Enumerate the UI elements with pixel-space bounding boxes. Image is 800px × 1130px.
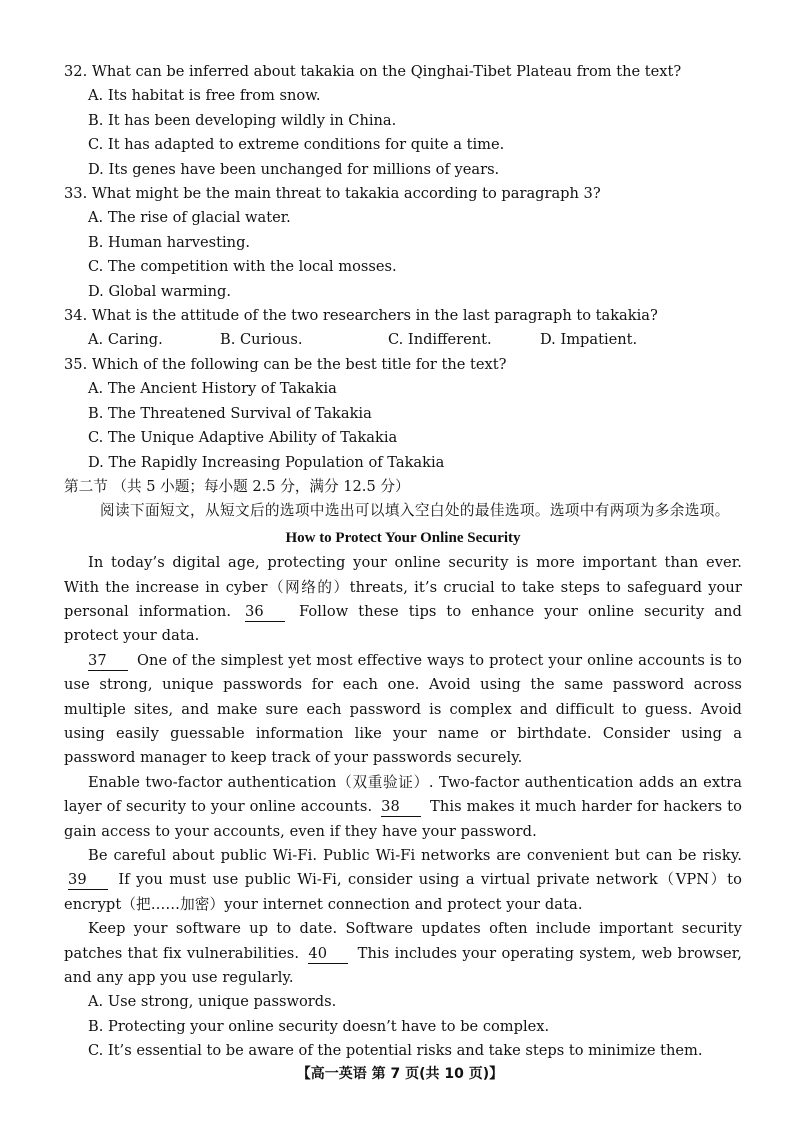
section-heading: 第二节 （共 5 小题；每小题 2.5 分，满分 12.5 分） [64, 477, 410, 495]
option-a: A. The rise of glacial water. [88, 209, 291, 227]
paragraph-text: Enable two-factor authentication（双重验证）. Two-factor authentication adds an extra layer of security to your online accounts. [64, 773, 742, 816]
option-d: D. Its genes have been unchanged for millions of years. [88, 160, 500, 178]
blank-38[interactable]: 38 [381, 798, 421, 817]
question-stem: 33. What might be the main threat to takakia according to paragraph 3? [64, 185, 601, 203]
paragraph-text: This makes it much harder for hackers to gain access to your accounts, even if they have your password. [64, 798, 742, 840]
question-32 [64, 60, 742, 182]
paragraph-text: Keep your software up to date. Software updates often include important security patches that fix vulnerabilities. [64, 920, 742, 962]
passage-paragraph-5 [64, 917, 742, 990]
option-c: C. The competition with the local mosses. [88, 258, 397, 276]
question-35 [64, 353, 742, 475]
option-b: B. The Threatened Survival of Takakia [88, 404, 372, 422]
blank-37[interactable]: 37 [88, 652, 128, 671]
page-footer: 【高一英语 第 7 页(共 10 页)】 [296, 1066, 504, 1082]
blank-36[interactable]: 36 [245, 603, 285, 622]
option-b: B. Human harvesting. [88, 233, 251, 251]
option-d: D. Global warming. [88, 282, 231, 300]
section-instruction: 阅读下面短文，从短文后的选项中选出可以填入空白处的最佳选项。选项中有两项为多余选项。 [100, 502, 730, 520]
option-a: A. Its habitat is free from snow. [88, 87, 321, 105]
passage-paragraph-4 [64, 844, 742, 917]
passage-paragraph-2 [64, 649, 742, 771]
paragraph-text: This includes your operating system, web browser, and any app you use regularly. [64, 944, 742, 987]
paragraph-text: In today’s digital age, protecting your online security is more important than ever. With the increase in cyber（网络的）threats, it’s crucial to take steps to safeguard your personal information. [64, 554, 742, 620]
option-d: D. Impatient. [540, 331, 638, 349]
options-row [64, 328, 742, 352]
choice-c: C. It’s essential to be aware of the potential risks and take steps to minimize them. [88, 1042, 703, 1060]
option-c: C. Indifferent. [388, 331, 492, 349]
passage-paragraph-1 [64, 551, 742, 649]
question-stem: 34. What is the attitude of the two researchers in the last paragraph to takakia? [64, 307, 658, 325]
choice-b: B. Protecting your online security doesn’t have to be complex. [88, 1017, 550, 1035]
passage-title: How to Protect Your Online Security [285, 529, 521, 546]
passage-paragraph-3 [64, 771, 742, 844]
blank-39[interactable]: 39 [68, 871, 108, 890]
option-d: D. The Rapidly Increasing Population of Takakia [88, 453, 445, 471]
option-b: B. Curious. [220, 331, 303, 349]
paragraph-text: Be careful about public Wi-Fi. Public Wi-Fi networks are convenient but can be risky. [88, 847, 742, 864]
option-b: B. It has been developing wildly in China. [88, 111, 397, 129]
blank-40[interactable]: 40 [308, 945, 348, 964]
option-c: C. The Unique Adaptive Ability of Takakia [88, 429, 398, 447]
paragraph-text: Follow these tips to enhance your online security and protect your data. [64, 602, 742, 645]
question-stem: 35. Which of the following can be the best title for the text? [64, 355, 507, 373]
choice-a: A. Use strong, unique passwords. [88, 993, 337, 1011]
page-content [64, 60, 742, 1064]
option-a: A. Caring. [88, 331, 163, 349]
question-stem: 32. What can be inferred about takakia on the Qinghai-Tibet Plateau from the text? [64, 63, 682, 80]
option-a: A. The Ancient History of Takakia [88, 380, 337, 398]
question-34 [64, 304, 742, 353]
paragraph-text: One of the simplest yet most effective ways to protect your online accounts is to use strong, unique passwords for each one. Avoid using the same password across multiple sites, and make sure each password is complex and difficult to guess. Avoid using easily guessable information like your name or birthdate. Consider using a password manager to keep track of your passwords securely. [64, 651, 742, 767]
paragraph-text: If you must use public Wi-Fi, consider using a virtual private network（VPN）to encrypt（把……加密）your internet connection and protect your data. [64, 871, 742, 913]
question-33 [64, 182, 742, 304]
option-c: C. It has adapted to extreme conditions for quite a time. [88, 136, 505, 154]
